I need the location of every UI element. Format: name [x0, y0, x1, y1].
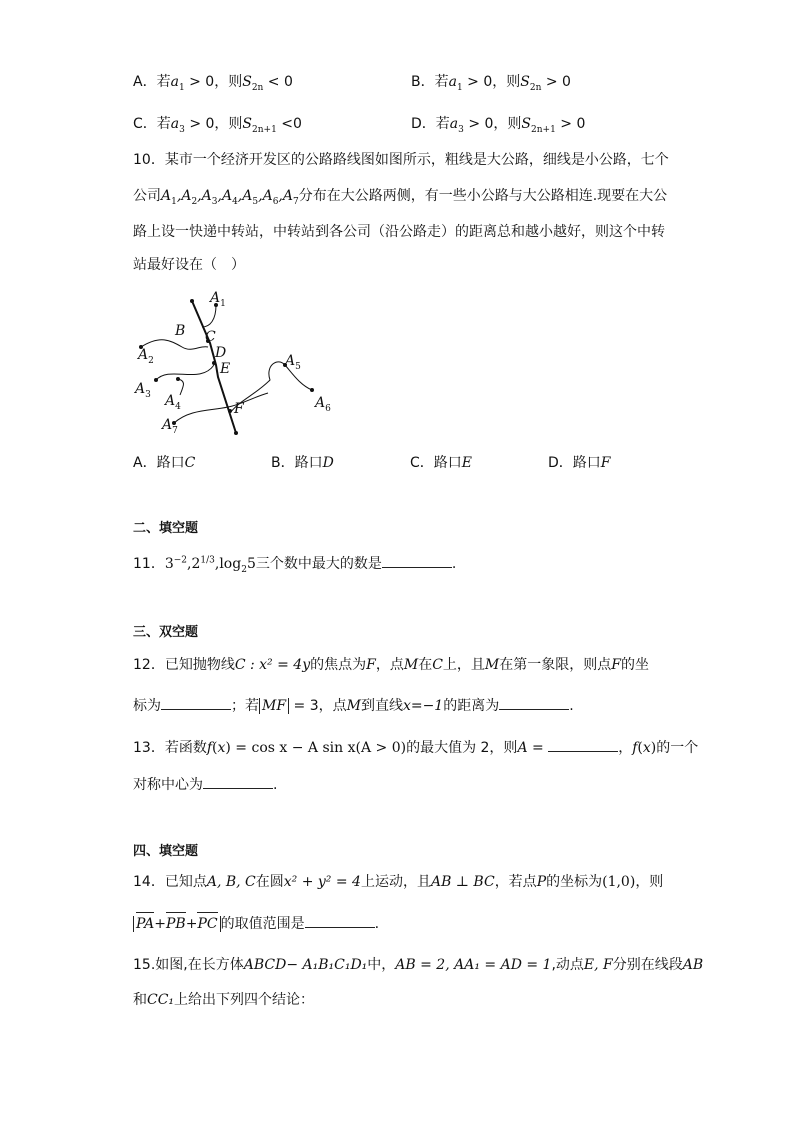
section-heading-double-blank: 三、双空题 — [133, 625, 199, 640]
label-d: D — [215, 345, 227, 361]
q12-answer-blank-1[interactable] — [161, 695, 231, 710]
road-a4 — [178, 379, 184, 395]
section-heading-fill-in: 二、填空题 — [133, 521, 199, 536]
q11: 11．$3^{-2},2^{1/3},\log_25$三个数中最大的数是 . — [133, 553, 456, 574]
q10-line-2: 公司$A_1,A_2,A_3,A_4,A_5,A_6,A_7$分布在大公路两侧，有一些小公路与大公路相连.现要在大公 — [133, 188, 668, 207]
label-b: B — [175, 323, 186, 339]
q14-line-2: PA+PB+PC 的取值范围是 . — [133, 913, 379, 934]
road-a1 — [202, 305, 216, 327]
road-a2 — [141, 340, 208, 350]
q9-option-d[interactable]: D．若$a_3 > 0$，则$S_{2n+1} > 0$ — [411, 116, 586, 135]
q11-expr: $3^{-2},2^{1/3},\log_25$ — [164, 555, 256, 575]
label-f: F — [234, 401, 244, 417]
road-map-diagram — [130, 285, 340, 440]
label-a2: $A_2$ — [138, 347, 154, 366]
q12-line-1: 12．已知抛物线C : x² = 4y的焦点为F，点M在C上，且M在第一象限，则点F的坐 — [133, 657, 649, 673]
node-a3 — [154, 378, 158, 382]
q10-line-1: 10．某市一个经济开发区的公路路线图如图所示，粗线是大公路，细线是小公路，七个 — [133, 152, 669, 168]
q10-line-3: 路上设一快递中转站，中转站到各公司（沿公路走）的距离总和越小越好，则这个中转 — [133, 224, 665, 240]
q9-option-a[interactable]: A．若$a_1 > 0$，则$S_{2n} < 0$ — [133, 74, 293, 93]
label-a3: $A_3$ — [135, 381, 151, 400]
node-d — [212, 361, 216, 365]
q10-line-4: 站最好设在（ ） — [133, 257, 245, 273]
label-a6: $A_6$ — [315, 395, 331, 414]
q10-option-a[interactable]: A．路口C — [133, 455, 196, 471]
road-a3 — [156, 365, 214, 380]
label-a5: $A_5$ — [285, 353, 301, 372]
q13-answer-blank-2[interactable] — [203, 774, 273, 789]
q15-line-2: 和CC₁上给出下列四个结论： — [133, 992, 315, 1008]
q14-line-1: 14．已知点A, B, C在圆x² + y² = 4上运动，且AB ⊥ BC，若点P的坐标为(1,0)，则 — [133, 874, 664, 890]
q9-option-b[interactable]: B．若$a_1 > 0$，则$S_{2n} > 0$ — [411, 74, 571, 93]
q10-option-d[interactable]: D．路口F — [548, 455, 611, 471]
q12-line-2: 标为 ；若 MF = 3，点M到直线x=−1的距离为 . — [133, 695, 574, 716]
node-f — [228, 409, 232, 413]
section-heading-fill-in-2: 四、填空题 — [133, 844, 199, 859]
node-bottom — [234, 431, 238, 435]
label-a7: $A_7$ — [162, 417, 178, 436]
q13-line-1: 13．若函数f(x) = cos x − A sin x(A > 0)的最大值为 2，则A = ，f(x)的一个 — [133, 737, 698, 758]
q14-vector-sum: PA+PB+PC — [133, 916, 221, 932]
q13-answer-blank-1[interactable] — [548, 737, 618, 752]
label-c: C — [205, 329, 216, 345]
q9-option-c[interactable]: C．若$a_3 > 0$，则$S_{2n+1} <0$ — [133, 116, 302, 135]
q12-answer-blank-2[interactable] — [499, 695, 569, 710]
node-a6 — [310, 388, 314, 392]
node-top — [190, 299, 194, 303]
q10-option-b[interactable]: B．路口D — [271, 455, 334, 471]
q15-line-1: 15.如图,在长方体ABCD− A₁B₁C₁D₁中，AB = 2, AA₁ = AD = 1,动点E, F分别在线段AB — [133, 957, 704, 973]
q10-option-c[interactable]: C．路口E — [410, 455, 473, 471]
q10-company-list: $A_1,A_2,A_3,A_4,A_5,A_6,A_7$ — [161, 188, 299, 207]
node-a4 — [176, 377, 180, 381]
node-a7 — [172, 421, 176, 425]
road-a7 — [174, 393, 268, 423]
label-a4: $A_4$ — [165, 393, 181, 412]
label-a1: $A_1$ — [210, 290, 226, 309]
q11-answer-blank[interactable] — [382, 553, 452, 568]
label-e: E — [220, 361, 231, 377]
q13-line-2: 对称中心为 . — [133, 774, 277, 795]
q14-answer-blank[interactable] — [305, 913, 375, 928]
